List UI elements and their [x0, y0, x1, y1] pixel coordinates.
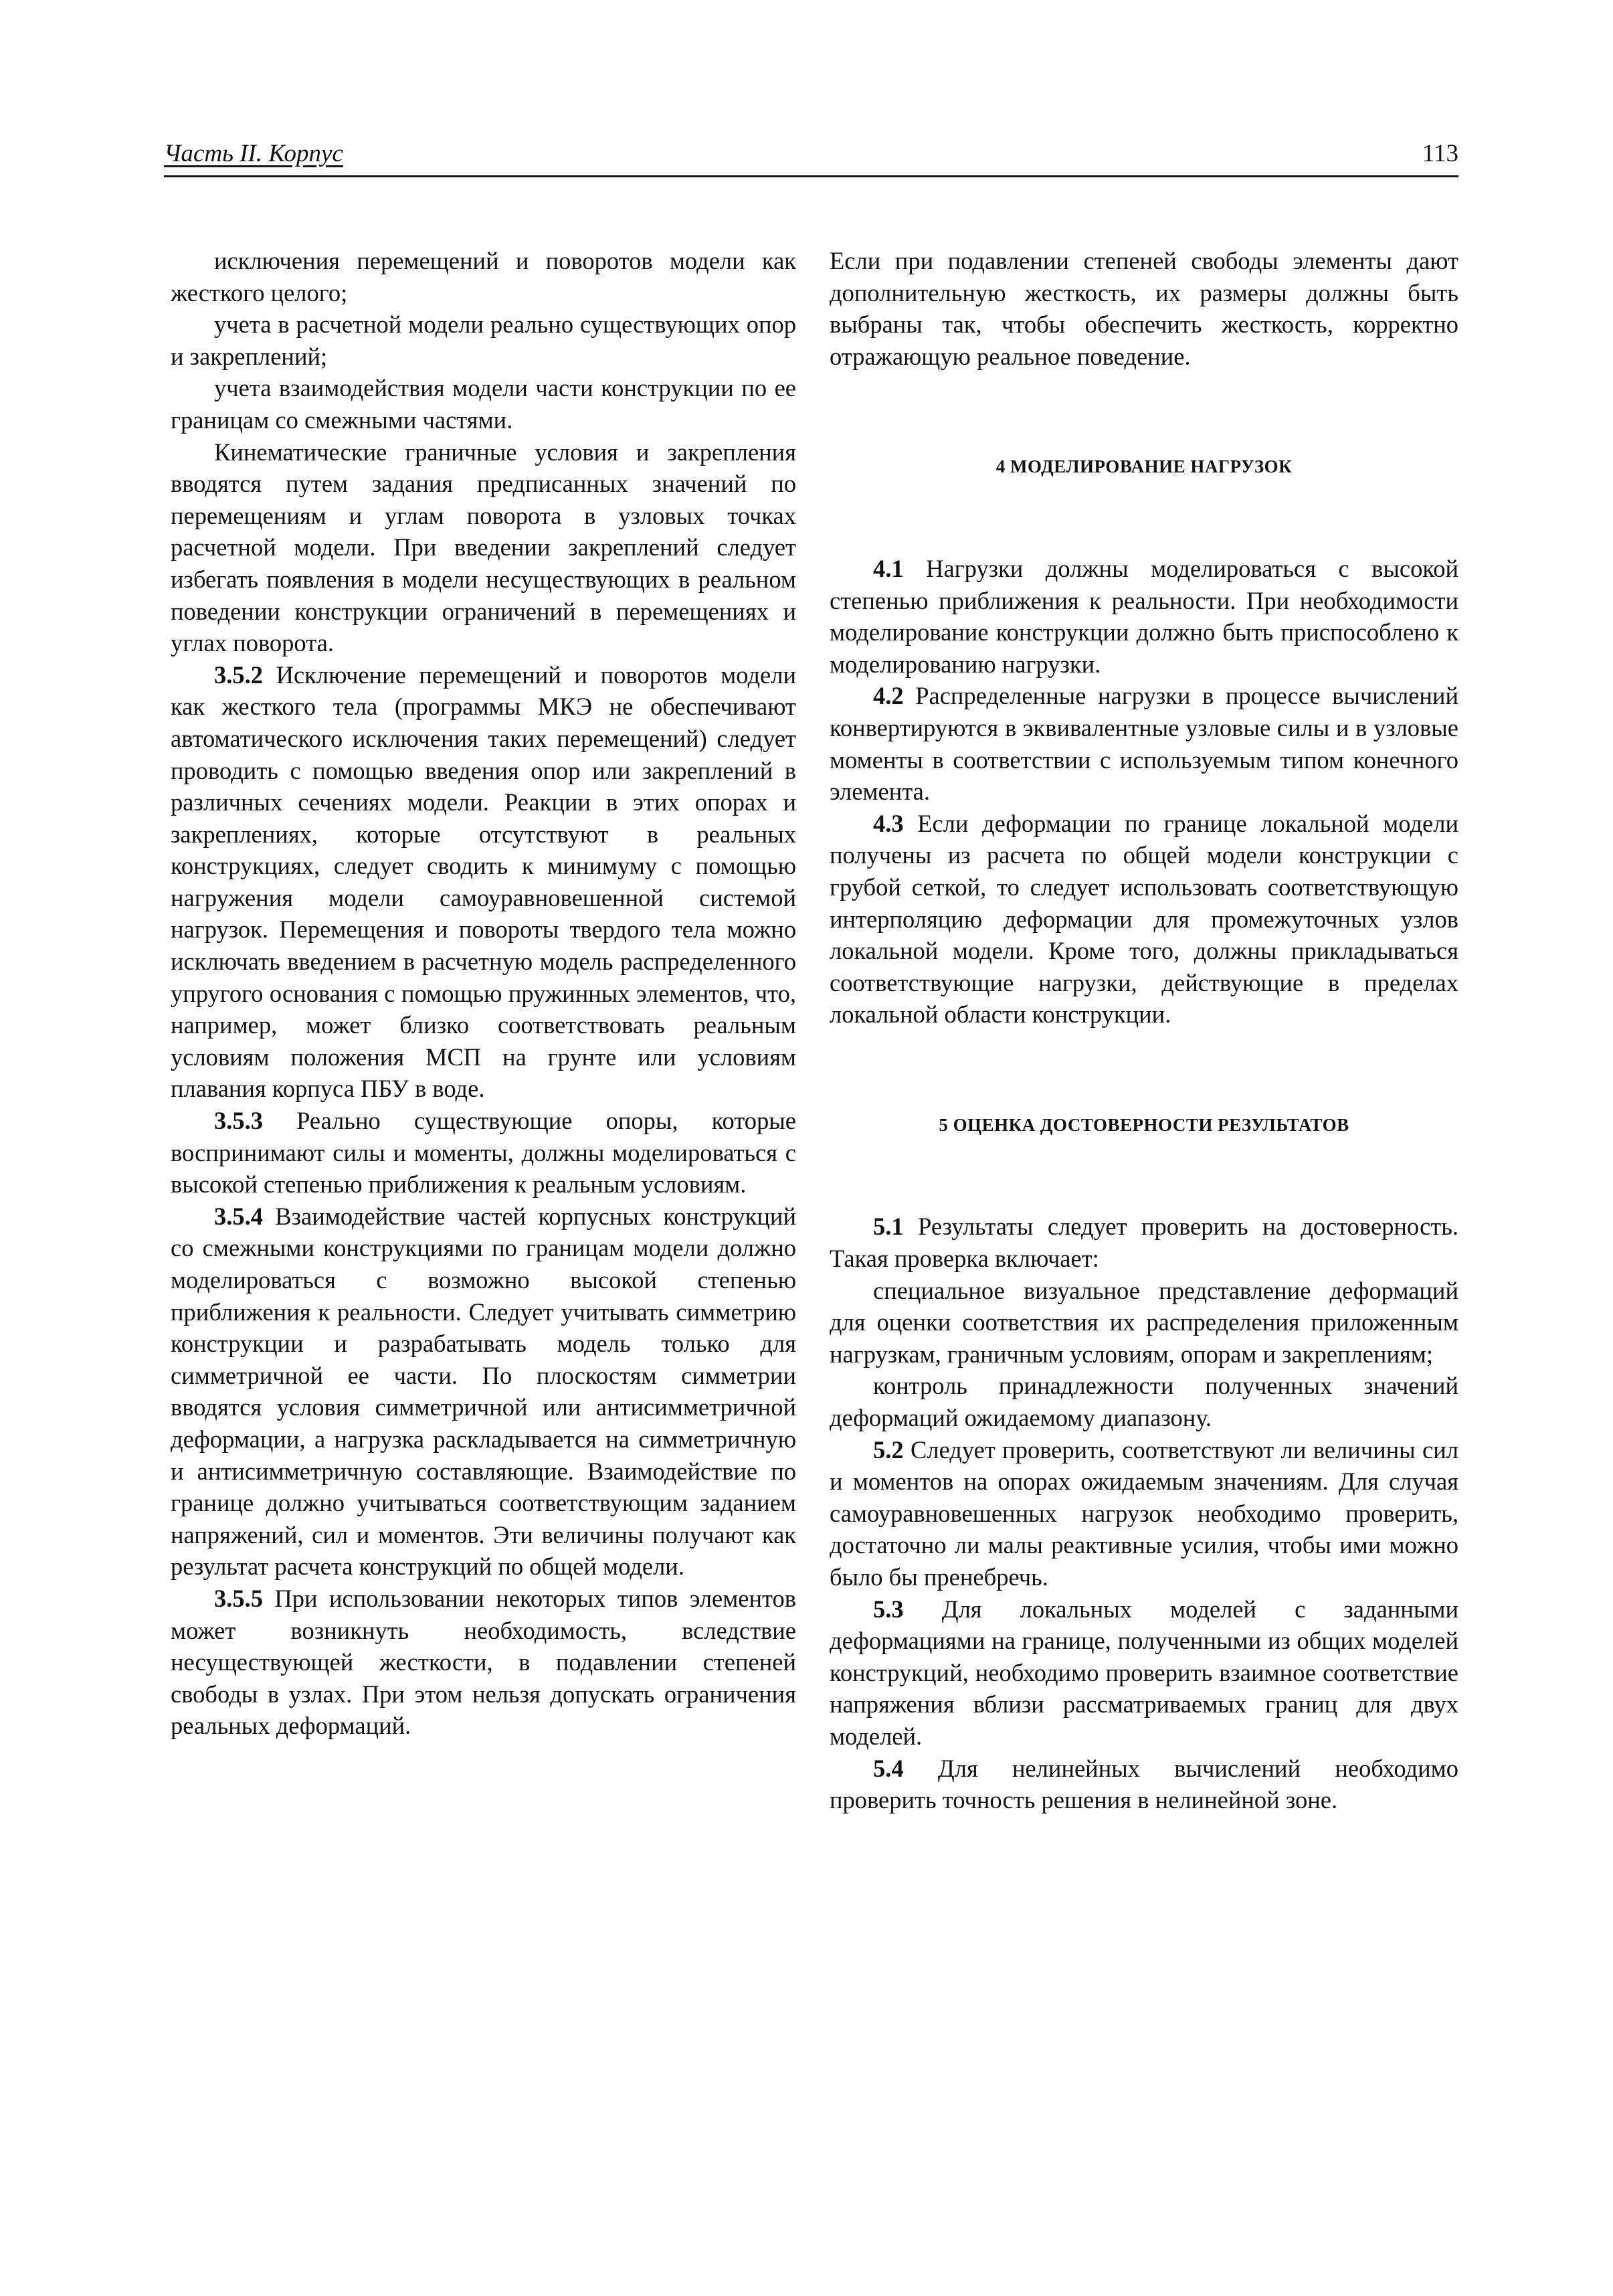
paragraph	[171, 372, 796, 436]
paragraph	[830, 1434, 1458, 1593]
clause-number: 4.1	[873, 554, 904, 582]
clause-number: 4.2	[873, 682, 904, 710]
paragraph-text: Распределенные нагрузки в процессе вычислений конвертируются в эквивалентные узловые силы и в узловые моменты в соответствии с используемым типом конечного элемента.	[830, 682, 1458, 806]
paragraph	[830, 1275, 1458, 1371]
clause-number: 3.5.4	[214, 1202, 263, 1230]
right-column	[830, 245, 1458, 1816]
header-title: Часть II. Корпус	[164, 140, 343, 167]
paragraph	[171, 1105, 796, 1201]
paragraph-text: Исключение перемещений и поворотов модели как жесткого тела (программы МКЭ не обеспечивают автоматического исключения таких перемещений) следует проводить с помощью введения опор или закреплений в различных сечениях модели. Реакции в этих опорах и закреплениях, которые отсутствуют в реальных конструкциях, следует сводить к минимуму с помощью нагружения модели самоуравновешенной системой нагрузок. Перемещения и повороты твердого тела можно исключать введением в расчетную модель распределенного упругого основания с помощью пружинных элементов, что, например, может близко соответствовать реальным условиям положения МСП на грунте или условиям плавания корпуса ПБУ в воде.	[171, 660, 796, 1103]
paragraph	[171, 659, 796, 1105]
page-number: 113	[1422, 140, 1458, 167]
paragraph	[171, 436, 796, 659]
paragraph	[171, 245, 796, 308]
clause-number: 4.3	[873, 809, 904, 837]
paragraph-text: Если при подавлении степеней свободы элементы дают дополнительную жесткость, их размеры должны быть выбраны так, чтобы обеспечить жесткость, корректно отражающую реальное поведение.	[830, 247, 1458, 370]
paragraph-text: учета взаимодействия модели части конструкции по ее границам со смежными частями.	[171, 374, 796, 434]
paragraph	[830, 1593, 1458, 1753]
paragraph-text: Если деформации по границе локальной модели получены из расчета по общей модели конструкции с грубой сеткой, то следует использовать соответствующую интерполяцию деформации для промежуточных узлов локальной модели. Кроме того, должны прикладываться соответствующие нагрузки, действующие в пределах локальной области конструкции.	[830, 809, 1458, 1029]
running-header	[164, 134, 1458, 177]
paragraph-text: учета в расчетной модели реально существующих опор и закреплений;	[171, 311, 796, 370]
paragraph-text: При использовании некоторых типов элементов может возникнуть необходимость, вследствие несуществующей жесткости, в подавлении степеней свободы в узлах. При этом нельзя допускать ограничения реальных деформаций.	[171, 1584, 796, 1740]
section-heading: 4 МОДЕЛИРОВАНИЕ НАГРУЗОК	[995, 456, 1293, 477]
paragraph-text: специальное визуальное представление деформаций для оценки соответствия их распределения приложенным нагрузкам, граничным условиям, опорам и закреплениям;	[830, 1276, 1458, 1368]
paragraph	[830, 553, 1458, 680]
paragraph-text: исключения перемещений и поворотов модели как жесткого целого;	[171, 247, 796, 306]
paragraph	[171, 1583, 796, 1742]
paragraph-text: контроль принадлежности полученных значений деформаций ожидаемому диапазону.	[830, 1372, 1458, 1432]
paragraph-text: Нагрузки должны моделироваться с высокой степенью приближения к реальности. При необходимости моделирование конструкции должно быть приспособлено к моделированию нагрузки.	[830, 554, 1458, 678]
paragraph-text: Взаимодействие частей корпусных конструкций со смежными конструкциями по границам модели должно моделироваться с возможно высокой степенью приближения к реальности. Следует учитывать симметрию конструкции и разрабатывать модель только для симметричной ее части. По плоскостям симметрии вводятся условия симметричной или антисимметричной деформации, а нагрузка раскладывается на симметричную и антисимметричную составляющие. Взаимодействие по границе должно учитываться соответствующим заданием напряжений, сил и моментов. Эти величины получают как результат расчета конструкций по общей модели.	[171, 1202, 796, 1581]
clause-number: 5.1	[873, 1213, 904, 1241]
clause-number: 5.3	[873, 1595, 904, 1623]
paragraph	[830, 680, 1458, 807]
clause-number: 3.5.2	[214, 660, 263, 689]
paragraph-continuation	[830, 245, 1458, 372]
section-heading: 5 ОЦЕНКА ДОСТОВЕРНОСТИ РЕЗУЛЬТАТОВ	[939, 1114, 1349, 1135]
paragraph	[830, 1211, 1458, 1274]
clause-number: 5.4	[873, 1754, 904, 1782]
paragraph	[830, 1753, 1458, 1816]
paragraph-text: Кинематические граничные условия и закрепления вводятся путем задания предписанных значений по перемещениям и углам поворота в узловых точках расчетной модели. При введении закреплений следует избегать появления в модели несуществующих в реальном поведении конструкции ограничений в перемещениях и углах поворота.	[171, 438, 796, 657]
paragraph-text: Для нелинейных вычислений необходимо проверить точность решения в нелинейной зоне.	[830, 1754, 1458, 1814]
paragraph	[171, 1201, 796, 1583]
paragraph	[171, 308, 796, 372]
paragraph	[830, 808, 1458, 1031]
clause-number: 5.2	[873, 1435, 904, 1464]
left-column	[171, 245, 796, 1742]
paragraph-text: Для локальных моделей с заданными деформациями на границе, полученными из общих моделей конструкций, необходимо проверить взаимное соответствие напряжения вблизи рассматриваемых границ для двух моделей.	[830, 1595, 1458, 1750]
paragraph	[830, 1370, 1458, 1433]
paragraph-text: Следует проверить, соответствуют ли величины сил и моментов на опорах ожидаемым значениям. Для случая самоуравновешенных нагрузок необходимо проверить, достаточно ли малы реактивные усилия, чтобы ими можно было бы пренебречь.	[830, 1435, 1458, 1591]
paragraph-text: Реально существующие опоры, которые воспринимают силы и моменты, должны моделироваться с высокой степенью приближения к реальным условиям.	[171, 1107, 796, 1199]
clause-number: 3.5.3	[214, 1107, 263, 1135]
paragraph-text: Результаты следует проверить на достоверность. Такая проверка включает:	[830, 1213, 1458, 1273]
clause-number: 3.5.5	[214, 1584, 263, 1612]
